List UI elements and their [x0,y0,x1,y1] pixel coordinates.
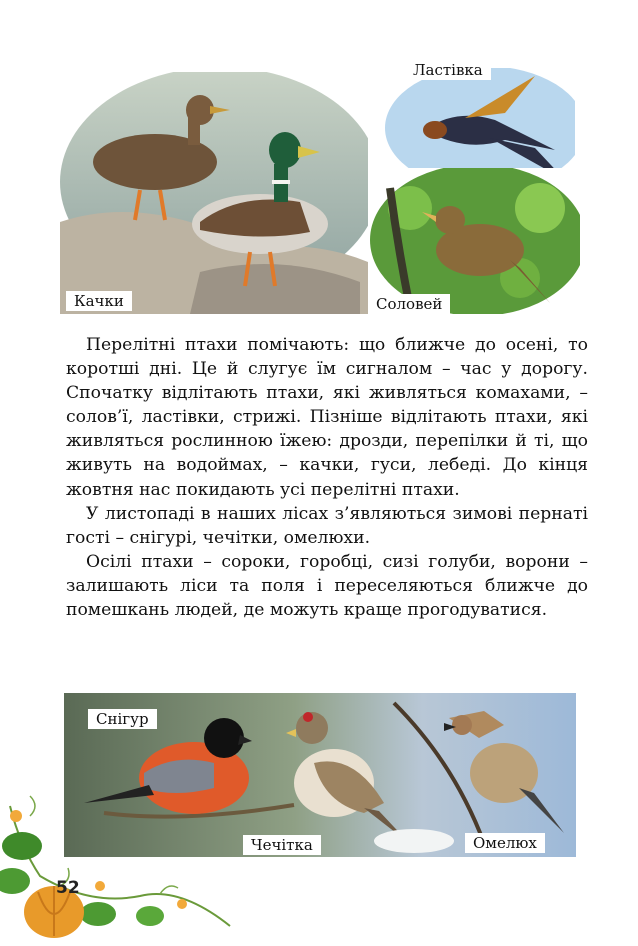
label-bullfinch: Снігур [88,709,157,729]
label-nightingale: Соловей [368,294,450,314]
label-ducks: Качки [66,291,132,311]
paragraph-2: У листопаді в наших лісах з’являються зимові пернаті гості – снігурі, чечітки, омелюхи. [66,503,588,548]
ducks-illustration [60,72,368,314]
nightingale-illustration [370,168,580,314]
label-waxwing: Омелюх [465,833,545,853]
paragraph-1: Перелітні птахи помічають: що ближче до осені, то коротші дні. Це й слугує їм сигналом – час у дорогу. Спочатку відлітають птахи, які живляться комахами, – солов’ї, ластівки, стрижі. Пізніше відлітають птахи, які живляться рослинною їжею: дрозди, перепілки й ті, що живуть на водоймах, – качки, гуси, лебеді. До кінця жовтня нас покидають усі перелітні птахи. [66,335,588,500]
paragraph-3: Осілі птахи – сороки, горобці, сизі голуби, ворони – залишають ліси та поля і переселяються ближче до помешкань людей, де можуть краще прогодуватися. [66,551,588,621]
label-swallow: Ластівка [405,60,491,80]
ducks-photo [60,72,368,314]
pumpkin-vine-icon [0,786,240,946]
article-text [66,333,588,622]
label-redpoll: Чечітка [243,835,321,855]
page-number: 52 [56,878,80,898]
nightingale-photo [370,168,580,314]
